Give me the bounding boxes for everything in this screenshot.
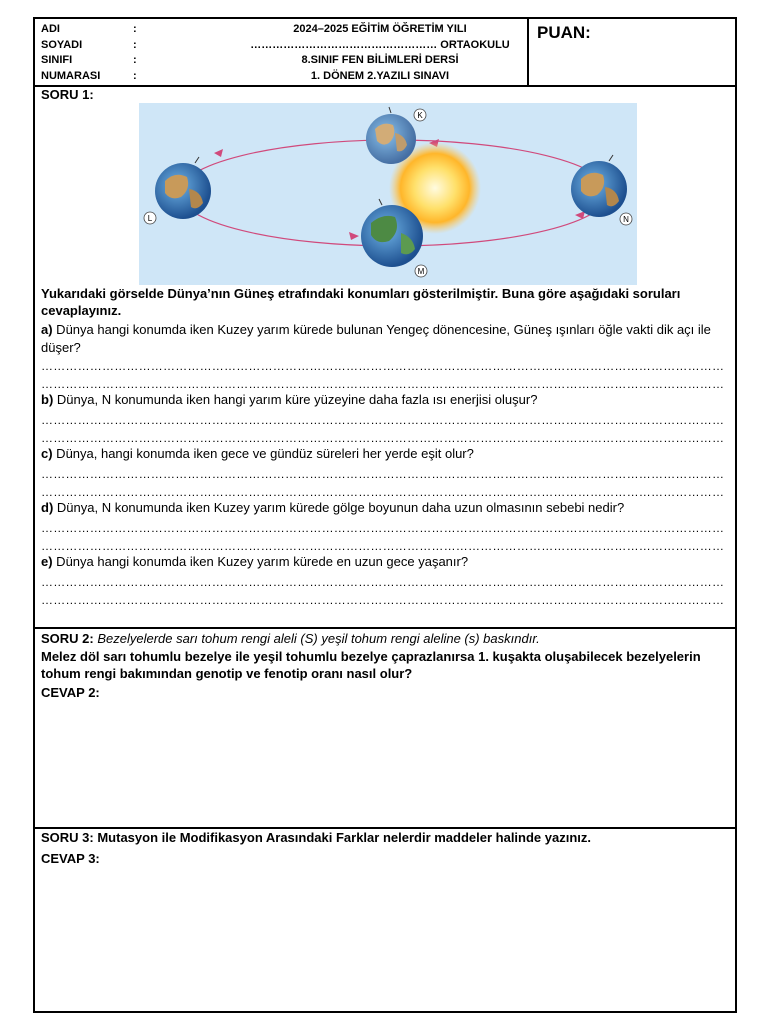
question-1b-text: Dünya, N konumunda iken hangi yarım küre yüzeyine daha fazla ısı enerjisi oluşur? [53, 392, 538, 407]
label-m-text: M [417, 267, 425, 276]
course-name: 8.SINIF FEN BİLİMLERİ DERSİ [301, 54, 459, 66]
class-colon: : [133, 54, 137, 66]
answer-3-label: CEVAP 3: [41, 851, 100, 866]
question-2-title: SORU 2: [41, 631, 94, 646]
answer-line-1a-1[interactable]: …………………………………………………………………………………………………………………………………………………… [41, 359, 725, 373]
question-1d-letter: d) [41, 500, 54, 515]
question-2-info: Bezelyelerde sarı tohum rengi aleli (S) yeşil tohum rengi aleline (s) baskındır. [93, 631, 540, 646]
answer-line-1e-2[interactable]: …………………………………………………………………………………………………………………………………………………… [41, 593, 725, 607]
class-label: SINIFI [41, 54, 73, 66]
student-number-row [41, 69, 145, 85]
answer-line-1b-1[interactable]: …………………………………………………………………………………………………………………………………………………… [41, 413, 725, 427]
surname-colon: : [133, 38, 137, 51]
label-l-text: L [147, 214, 153, 223]
label-n-text: N [623, 215, 629, 224]
earth-orbit-figure [139, 103, 637, 285]
name-colon: : [133, 23, 137, 35]
label-n [620, 213, 632, 225]
school-name: …………………………………………… ORTAOKULU [250, 38, 510, 51]
question-1a [41, 321, 731, 357]
question-1a-text: Dünya hangi konumda iken Kuzey yarım kürede bulunan Yengeç dönencesine, Güneş ışınları öğle vakti dik açı ile düşer? [41, 322, 711, 355]
academic-year: 2024–2025 EĞİTİM ÖĞRETİM YILI [293, 23, 467, 35]
surname-label: SOYADI [41, 38, 83, 51]
answer-line-1b-2[interactable]: …………………………………………………………………………………………………………………………………………………… [41, 431, 725, 445]
score-label: PUAN: [537, 23, 591, 42]
number-label: NUMARASI [41, 69, 101, 82]
number-colon: : [133, 69, 137, 82]
question-1e-text: Dünya hangi konumda iken Kuzey yarım kürede en uzun gece yaşanır? [52, 554, 469, 569]
question-1c-letter: c) [41, 446, 53, 461]
exam-sheet [33, 17, 737, 1013]
question-1-title: SORU 1: [41, 87, 94, 102]
question-1d-text: Dünya, N konumunda iken Kuzey yarım kürede gölge boyunun daha uzun olmasının sebebi nedir? [53, 500, 625, 515]
answer-line-1a-2[interactable]: …………………………………………………………………………………………………………………………………………………… [41, 377, 725, 391]
question-2-text: Melez döl sarı tohumlu bezelye ile yeşil tohumlu bezelye çaprazlanırsa 1. kuşakta oluşabilecek bezelyelerin tohum rengi bakımından genotip ve fenotip oranı nasıl olur? [41, 649, 701, 681]
label-k-text: K [417, 111, 423, 120]
question-3-section [35, 827, 735, 1011]
question-2-section [35, 627, 735, 829]
answer-2-label: CEVAP 2: [41, 685, 100, 700]
student-info [41, 22, 145, 84]
answer-line-1c-2[interactable]: …………………………………………………………………………………………………………………………………………………… [41, 485, 725, 499]
header-divider [527, 19, 529, 85]
label-k [414, 109, 426, 121]
question-1a-letter: a) [41, 322, 53, 337]
answer-line-1e-1[interactable]: …………………………………………………………………………………………………………………………………………………… [41, 575, 725, 589]
question-3-title: SORU 3: Mutasyon ile Modifikasyon Arasındaki Farklar nelerdir maddeler halinde yazınız. [41, 830, 592, 845]
name-label: ADI [41, 23, 60, 35]
label-m [415, 265, 427, 277]
answer-line-1d-1[interactable]: …………………………………………………………………………………………………………………………………………………… [41, 521, 725, 535]
exam-header [35, 19, 735, 87]
exam-name: 1. DÖNEM 2.YAZILI SINAVI [310, 69, 450, 82]
student-surname-row [41, 38, 145, 54]
question-1c-text: Dünya, hangi konumda iken gece ve gündüz süreleri her yerde eşit olur? [52, 446, 474, 461]
question-1d [41, 499, 731, 517]
answer-line-1d-2[interactable]: …………………………………………………………………………………………………………………………………………………… [41, 539, 725, 553]
answer-line-1c-1[interactable]: …………………………………………………………………………………………………………………………………………………… [41, 467, 725, 481]
question-1e [41, 553, 731, 571]
label-l [144, 212, 156, 224]
exam-title-block [235, 22, 525, 84]
question-1e-letter: e) [41, 554, 53, 569]
question-1-section [35, 85, 735, 629]
question-1b [41, 391, 731, 409]
student-name-row [41, 22, 145, 38]
question-1c [41, 445, 731, 463]
student-class-row [41, 53, 145, 69]
question-1b-letter: b) [41, 392, 54, 407]
question-2-statement [41, 631, 540, 646]
question-1-intro: Yukarıdaki görselde Dünya’nın Güneş etrafındaki konumları gösterilmiştir. Buna göre aşağıdaki soruları cevaplayınız. [41, 286, 681, 318]
